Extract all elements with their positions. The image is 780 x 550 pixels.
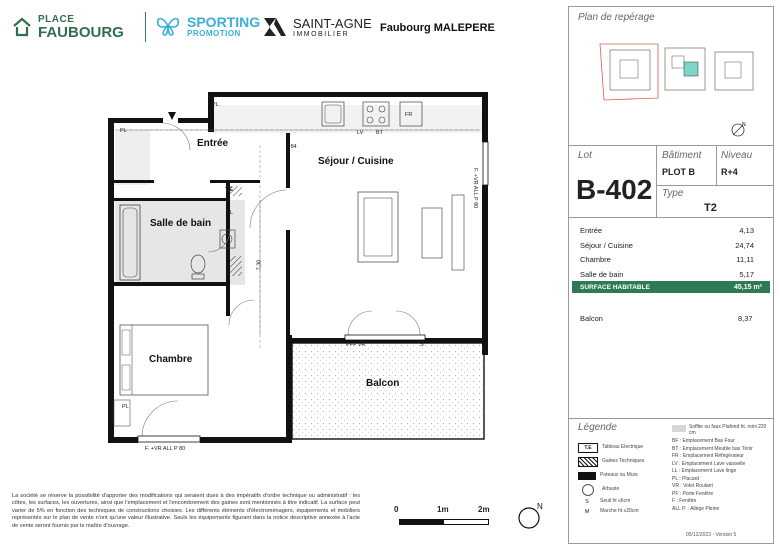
label-seuil: S — [420, 342, 424, 348]
dim-height: 7,30 — [256, 259, 263, 271]
scale-label-2m: 2m — [478, 505, 490, 514]
project-name: Faubourg MALEPERE — [380, 22, 495, 34]
legend-abbr: PF : Porte Fenêtre — [672, 490, 714, 497]
entry-door-swing — [163, 123, 190, 150]
key-plan — [590, 38, 770, 106]
balcony-door — [345, 335, 425, 340]
legend-item — [578, 507, 673, 517]
logo-saintagne-line1: SAINT-AGNE — [293, 15, 372, 31]
arbuste-icon — [582, 484, 594, 496]
room-label-sdb: Salle de bain — [150, 218, 212, 229]
legend-right — [672, 424, 770, 513]
living-window — [483, 142, 488, 185]
tv-unit — [452, 195, 464, 270]
balcon-value: 8,37 — [738, 314, 753, 323]
footer-date: 05/12/2023 - Version 5 — [686, 532, 737, 538]
surface-total-bar — [572, 281, 770, 293]
surface-name: Séjour / Cuisine — [580, 240, 633, 250]
legend-abbr: BT : Emplacement Meuble bas Tiroir — [672, 445, 753, 452]
logo-sporting-line2: PROMOTION — [187, 28, 241, 38]
surface-total-value: 45,15 m² — [733, 283, 762, 291]
legend-abbr: FR : Emplacement Réfrigérateur — [672, 453, 744, 459]
legend-soffite: Soffite ou faux Plafond ht. mini 220 cm — [689, 424, 767, 436]
surface-name: Chambre — [580, 255, 611, 264]
legend-item — [578, 469, 673, 483]
kitchen-counter — [210, 105, 485, 133]
compass-north-icon — [515, 500, 547, 532]
surface-value: 24,74 — [735, 240, 754, 250]
surface-row — [580, 226, 760, 241]
legend-abbr: LV : Emplacement Lave vaisselle — [672, 460, 746, 467]
disclaimer: La société se réserve la possibilité d'apporter des modifications qui seraient dues à des impératifs d'ordre technique ou administratif : les côtes, les surfaces, les ouvertures, ainsi que l'emplacement et l'encombrement des gaines sont mentionnés à titre indicatif. La surface peut varier de 5% en fonction des techniques de constructions choisies. Les différents éléments d'électroménagers, équipements et mobiliers représentés sur le plan de vente n'ont qu'une valeur illustrative. Seuls les équipements figurant dans la notice descriptive annexée à l'acte de vente seront fournis par le maître d'ouvrage. — [12, 493, 360, 529]
key-plan-highlight — [684, 62, 698, 76]
surface-value: 11,11 — [736, 255, 754, 264]
legend-abbr: BF : Emplacement Bas Four — [672, 438, 735, 444]
plan-reperage-label: Plan de repérage — [578, 12, 655, 23]
logo-place-faubourg — [12, 14, 124, 40]
legend-abbr: ALL P. : Allège Pleine — [672, 505, 720, 512]
label-window-living: F. +VR ALL P 80 — [472, 168, 478, 209]
balcony-area — [292, 343, 484, 439]
room-label-sejour: Séjour / Cuisine — [318, 156, 394, 167]
lot-value: B-402 — [576, 174, 653, 205]
svg-text:N: N — [742, 122, 746, 128]
surfaces-list — [580, 226, 760, 284]
surface-value: 4,13 — [739, 226, 754, 235]
room-label-entree: Entrée — [197, 138, 229, 149]
balcon-label: Balcon — [580, 314, 603, 323]
scale-label-0: 0 — [394, 505, 399, 514]
legend-text: Tableau Electrique — [602, 444, 644, 451]
label-pl-bedroom: PL — [122, 404, 129, 410]
surface-row — [580, 255, 760, 270]
legend-left — [578, 441, 673, 517]
label-bt: BT — [376, 130, 384, 136]
label-pl-entry: PL — [120, 128, 127, 134]
legend-item — [578, 455, 673, 469]
legend-item — [578, 483, 673, 497]
bedroom-window — [138, 436, 200, 442]
label-lv: LV — [357, 130, 364, 136]
type-value: T2 — [704, 202, 717, 214]
scale-label-1m: 1m — [437, 505, 449, 514]
svg-text:N: N — [537, 502, 543, 511]
legend-symbol-m: M — [584, 509, 590, 515]
logo-place-line1: PLACE — [38, 14, 75, 25]
gaine-technique-icon — [578, 457, 598, 467]
legend-text: Seuil ht ≤6cm — [600, 498, 631, 505]
logo-divider — [145, 12, 146, 42]
label-ll: LL — [227, 210, 234, 216]
scale-bar — [394, 505, 494, 535]
legend-symbol-te: T.E — [578, 443, 598, 453]
soffite-swatch — [672, 425, 686, 432]
coffee-table — [422, 208, 442, 258]
legend-text: Arbuste — [602, 486, 620, 493]
legend-abbr: F : Fenêtre — [672, 498, 697, 504]
legende-label: Légende — [578, 422, 617, 433]
niveau-value: R+4 — [721, 167, 738, 177]
saint-agne-mark-icon — [262, 14, 288, 40]
legend-abbr: VR : Volet Roulant — [672, 483, 713, 489]
logo-saint-agne — [262, 14, 372, 40]
dim-width: 7,84 — [286, 144, 297, 150]
surface-name: Entrée — [580, 226, 603, 235]
label-fr: FR — [405, 112, 413, 118]
label-window-bedroom: F. +VR ALL P 80 — [145, 446, 186, 452]
legend-abbr: LL : Emplacement Lave linge — [672, 468, 737, 474]
niveau-label: Niveau — [721, 150, 753, 161]
legend-item — [578, 441, 673, 455]
house-icon — [12, 16, 32, 38]
bathroom-floor — [115, 200, 245, 285]
batiment-label: Bâtiment — [662, 150, 702, 161]
room-label-chambre: Chambre — [149, 354, 193, 365]
legend-abbr: PL : Placard — [672, 475, 700, 482]
lot-label: Lot — [578, 150, 592, 161]
surface-name: Salle de bain — [580, 269, 624, 279]
floor-plan — [100, 80, 510, 475]
batiment-value: PLOT B — [662, 167, 695, 177]
legend-symbol-s: S — [585, 499, 589, 505]
balcony-door-swing — [348, 311, 372, 335]
surface-total-label: SURFACE HABITABLE — [580, 283, 650, 291]
surface-value: 5,17 — [739, 269, 754, 279]
logo-place-line2: FAUBOURG — [38, 24, 124, 41]
logo-sporting-line1: SPORTING — [187, 13, 261, 30]
label-pl-kitchen: PL — [212, 102, 219, 108]
entry-arrow-icon — [168, 112, 176, 120]
label-te: T.E — [225, 187, 233, 193]
logo-sporting-promotion — [155, 14, 260, 38]
room-label-balcon: Balcon — [366, 378, 400, 389]
legend-item — [578, 497, 673, 507]
entry-closet-floor — [115, 130, 150, 185]
logo-saintagne-line2: IMMOBILIER — [293, 30, 350, 38]
label-pf-vr: PF+ VR — [346, 342, 366, 348]
poteaux-icon — [578, 472, 596, 480]
legend-text: Poteaux ou Murs — [600, 472, 638, 479]
key-plan-compass-icon — [730, 120, 748, 138]
legend-text: Marche ht ≤20cm — [600, 508, 639, 515]
butterfly-icon — [155, 14, 181, 38]
legend-text: Gaines Techniques — [602, 458, 645, 465]
surface-row — [580, 241, 760, 256]
type-label: Type — [662, 188, 684, 199]
